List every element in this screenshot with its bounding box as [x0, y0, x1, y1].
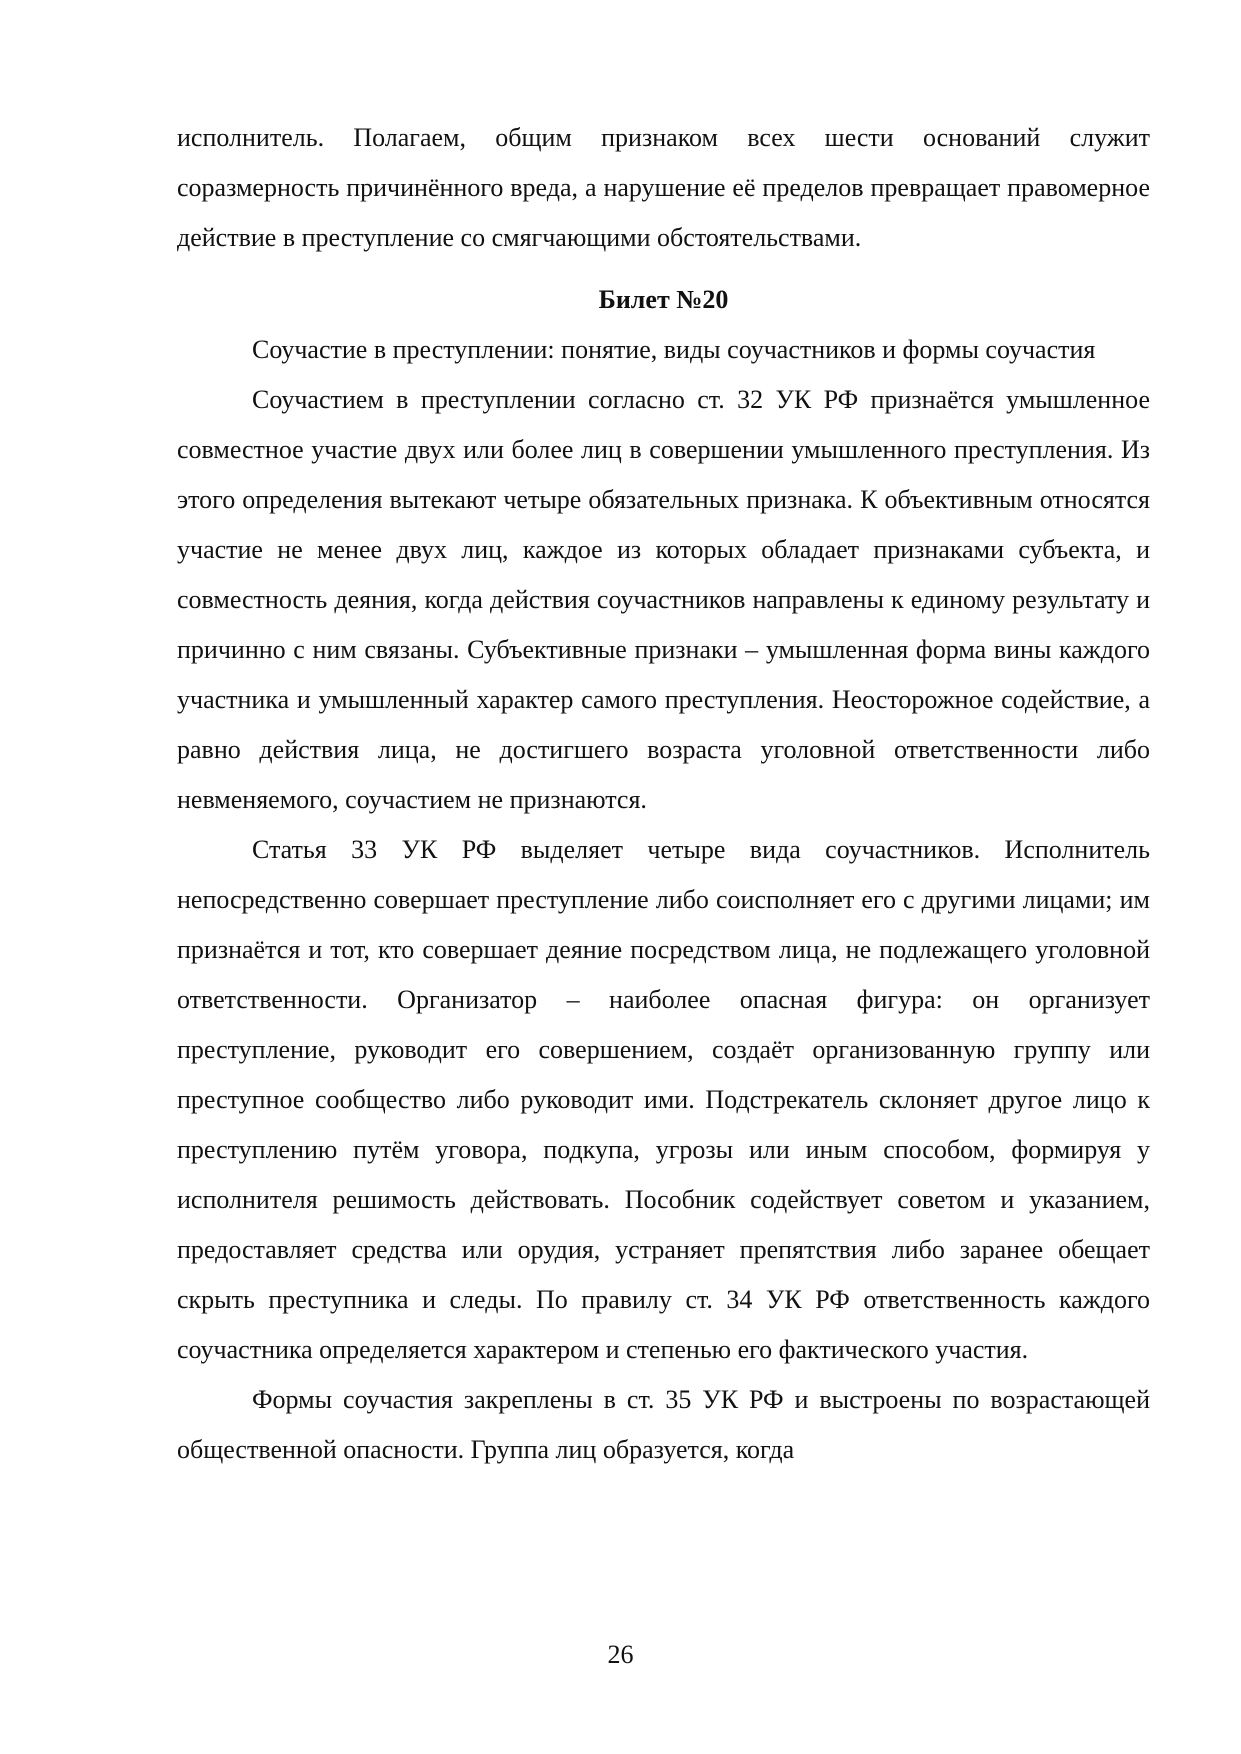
- question-title: Соучастие в преступлении: понятие, виды соучастников и формы соучастия: [252, 335, 1096, 364]
- document-page: [177, 113, 1150, 1475]
- paragraph-types: Статья 33 УК РФ выделяет четыре вида соучастников. Исполнитель непосредственно совершает преступление либо соисполняет его с другими лицами; им признаётся и тот, кто совершает деяние посредством лица, не подлежащего уголовной ответственности. Организатор – наиболее опасная фигура: он организует преступление, руководит его совершением, создаёт организованную группу или преступное сообщество либо руководит ими. Подстрекатель склоняет другое лицо к преступлению путём уговора, подкупа, угрозы или иным способом, формируя у исполнителя решимость действовать. Пособник содействует советом и указанием, предоставляет средства или орудия, устраняет препятствия либо заранее обещает скрыть преступника и следы. По правилу ст. 34 УК РФ ответственность каждого соучастника определяется характером и степенью его фактического участия.: [177, 835, 1150, 1364]
- page-number: 26: [607, 1640, 634, 1669]
- paragraph-definition: Соучастием в преступлении согласно ст. 32 УК РФ признаётся умышленное совместное участие двух или более лиц в совершении умышленного преступления. Из этого определения вытекают четыре обязательных признака. К объективным относятся участие не менее двух лиц, каждое из которых обладает признаками субъекта, и совместность деяния, когда действия соучастников направлены к единому результату и причинно с ним связаны. Субъективные признаки – умышленная форма вины каждого участника и умышленный характер самого преступления. Неосторожное содействие, а равно действия лица, не достигшего возраста уголовной ответственности либо невменяемого, соучастием не признаются.: [177, 385, 1150, 814]
- paragraph-forms: Формы соучастия закреплены в ст. 35 УК РФ и выстроены по возрастающей общественной опасности. Группа лиц образуется, когда: [177, 1385, 1150, 1464]
- intro-paragraph: исполнитель. Полагаем, общим признаком всех шести оснований служит соразмерность причинённого вреда, а нарушение её пределов превращает правомерное действие в преступление со смягчающими обстоятельствами.: [177, 123, 1150, 252]
- ticket-heading: Билет №20: [598, 285, 729, 314]
